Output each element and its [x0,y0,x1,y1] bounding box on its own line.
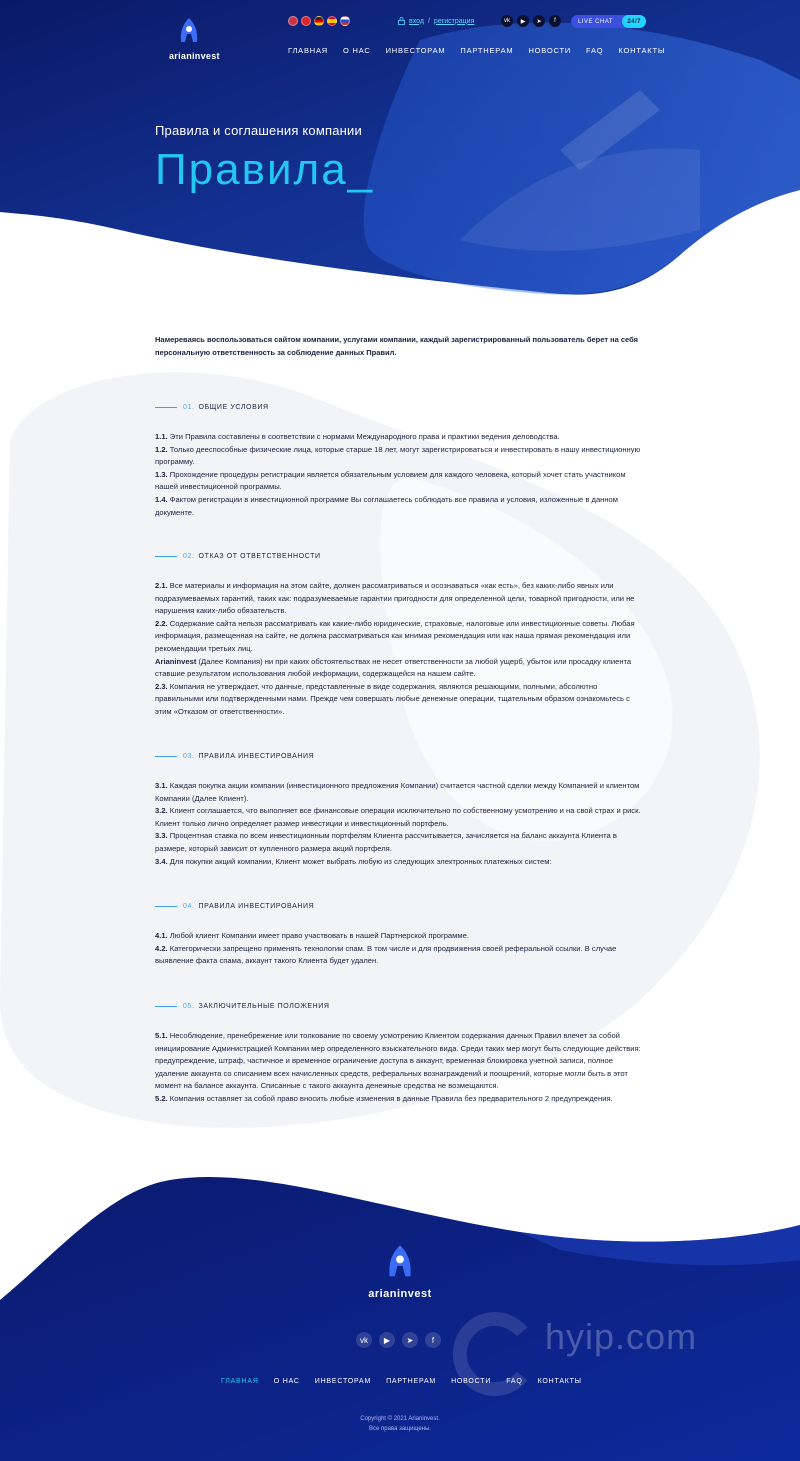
telegram-icon[interactable]: ➤ [533,15,545,27]
section-number: 03. [183,752,195,760]
nav-item-contacts[interactable]: КОНТАКТЫ [618,46,666,55]
clause-text: Клиент соглашается, что выполняет все финансовые операции исключительно по собственному усмотрению и на свой страх и риск. Клиент только лично определяет размер инвестиции и инвестиционный портфель. [155,806,641,828]
flag-de-icon[interactable] [314,16,324,26]
auth-links [398,17,474,25]
section-title: ОБЩИЕ УСЛОВИЯ [198,403,269,411]
copyright [300,1414,500,1434]
section-body [155,580,647,719]
heading-line [155,756,177,757]
nav-item-news[interactable]: НОВОСТИ [528,46,572,55]
section-title: ПРАВИЛА ИНВЕСТИРОВАНИЯ [198,902,315,910]
vk-icon[interactable]: vk [501,15,513,27]
facebook-icon[interactable]: f [549,15,561,27]
clause-label: 4.2. [155,943,168,953]
clause-label: 2.2. [155,618,168,628]
telegram-icon[interactable]: ➤ [402,1332,418,1348]
clause-text: Фактом регистрации в инвестиционной программе Вы соглашаетесь соблюдать все правила и условия, изложенные в данном документе. [155,494,619,517]
section-title: ОТКАЗ ОТ ОТВЕТСТВЕННОСТИ [198,552,321,560]
clause-label: 5.2. [155,1093,168,1103]
hero-background [0,0,800,300]
nav-item-home[interactable]: ГЛАВНАЯ [288,46,329,55]
nav-item-about[interactable]: О НАС [343,46,371,55]
copyright-rights: Все права защищены. [369,1426,431,1432]
footer-nav-faq[interactable]: FAQ [506,1378,523,1385]
hero-subtitle: Правила и соглашения компании [155,123,362,138]
section-body [155,930,647,968]
heading-line [155,1006,177,1007]
clause-label: 3.2. [155,806,168,816]
auth-separator: / [427,17,430,25]
flag-ru-icon[interactable] [340,16,350,26]
clause-label: 4.1. [155,931,168,940]
section-title: ПРАВИЛА ИНВЕСТИРОВАНИЯ [198,752,315,760]
flag-en-icon[interactable] [288,16,298,26]
clause-text: (Далее Компания) ни при каких обстоятельствах не несет ответственности за любой ущерб, убыток или просадку клиента ставшие результатом использования любой информации, содержащейся на нашем сайте. [155,656,632,679]
footer-logo[interactable] [360,1244,440,1300]
section-final-provisions [155,1000,647,1106]
footer-socials [356,1332,441,1348]
footer [0,1170,800,1461]
nav-item-faq[interactable]: FAQ [586,46,604,55]
intro-text: Намереваясь воспользоваться сайтом компании, услугами компании, каждый зарегистрированный пользователь берет на себя персональную ответственность за соблюдение данных Правил. [155,335,639,357]
rocket-logo-icon [387,1244,413,1280]
clause-label: 5.1. [155,1031,168,1040]
clause-label: 1.3. [155,469,168,479]
clause-text: Содержание сайта нельзя рассматривать как какие-либо юридические, страховые, налоговые или инвестиционные советы. Любая информация, размещенная на сайте, не должна рассматриваться как мнимая рекомендация или как наша прямая рекомендация или рекомендации третьих лиц. [155,618,635,653]
section-number: 04. [183,902,195,910]
live-chat-label: LIVE CHAT [578,18,614,25]
lock-icon [398,17,405,25]
clause-text: Процентная ставка по всем инвестиционным портфелям Клиента рассчитывается, зачисляется на баланс аккаунта Клиента в размере, который зависит от купленного размера акций портфеля. [155,831,617,853]
vk-icon[interactable]: vk [356,1332,372,1348]
footer-nav-investors[interactable]: ИНВЕСТОРАМ [314,1378,372,1385]
heading-line [155,906,177,907]
section-heading [155,750,647,762]
section-body [155,1030,647,1106]
page-title: Правила_ [155,145,375,194]
flag-es-icon[interactable] [327,16,337,26]
clause-text: Все материалы и информация на этом сайте, должен рассматриваться и осознаваться «как есть», без каких-либо явных или подразумеваемых гарантий, таких как: подразумеваемые гарантии пригодности для определенной цели, товарной пригодности, или не нарушения каких-либо обязательств. [155,581,635,616]
clause-label: 3.1. [155,781,168,790]
clause-text: Эти Правила составлены в соответствии с нормами Международного права и практики ведения деловодства. [167,432,560,441]
logo[interactable] [169,18,220,61]
section-heading [155,900,647,912]
heading-line [155,556,177,557]
watermark-text: hyip.com [545,1316,698,1357]
live-chat-button[interactable] [571,15,646,28]
footer-logo-text: arianinvest [368,1288,432,1300]
heading-line [155,407,177,408]
section-general [155,401,647,519]
register-link[interactable]: регистрация [433,17,475,25]
header-socials [501,15,561,27]
section-heading [155,401,647,413]
clause-text: Компания оставляет за собой право вносить любые изменения в данные Правила без предварительного 2 предупреждения. [167,1093,613,1103]
section-partner-rules [155,900,647,968]
section-title: ЗАКЛЮЧИТЕЛЬНЫЕ ПОЛОЖЕНИЯ [198,1002,330,1010]
clause-text: Категорически запрещено применять технологии спам. В том числе и для продвижения своей реферальной ссылки. В случае выявление факта спама, аккаунт такого Клиента будет удален. [155,943,617,966]
footer-nav-contacts[interactable]: КОНТАКТЫ [537,1378,582,1385]
copyright-line: Copyright © 2021 Arianinvest. [360,1416,440,1422]
clause-text: Несоблюдение, пренебрежение или толкование по своему усмотрению Клиентом содержания данных Правил влечет за собой инициирование Администрацией Компании мер определенного взыскательного вида. Среди таких мер могут быть следующие действия: предупреждение, штраф, частичное и временное ограничение доступа в аккаунт, временная блокировка учетной записи, полное удаление аккаунта со списанием всех начисленных средств, реферальных вознаграждений и поощрений, которые могли быть в этот момент на балансе аккаунта. Списанные с такого аккаунта денежные средства не возмещаются. [155,1031,641,1091]
clause-text: Компания не утверждает, что данные, представленные в виде содержания, являются решающими, полными, абсолютно правильными или подтвержденными нами. Прежде чем совершать любые денежные операции, тщательным образом ознакомьтесь с этим «Отказом от ответственности». [155,681,630,716]
footer-nav-news[interactable]: НОВОСТИ [451,1378,492,1385]
facebook-icon[interactable]: f [425,1332,441,1348]
login-link[interactable]: вход [409,17,424,25]
hero-section [0,0,800,300]
clause-label: 2.1. [155,581,168,590]
clause-text: Для покупки акций компании, Клиент может выбрать любую из следующих электронных платежных систем: [167,856,552,866]
section-number: 05. [183,1002,195,1010]
clause-label: 3.3. [155,831,168,841]
clause-label: 3.4. [155,856,168,866]
section-investing-rules [155,750,647,868]
nav-item-investors[interactable]: ИНВЕСТОРАМ [385,46,446,55]
clause-label: Arianinvest [155,656,197,666]
flag-cn-icon[interactable] [301,16,311,26]
footer-nav-home[interactable]: ГЛАВНАЯ [221,1378,259,1385]
section-body [155,431,647,519]
section-heading [155,550,647,562]
section-heading [155,1000,647,1012]
clause-label: 1.4. [155,494,168,504]
clause-text: Прохождение процедуры регистрации является обязательным условием для каждого человека, который хочет стать участником нашей инвестиционной программы. [155,469,626,492]
section-number: 02. [183,552,195,560]
logo-text: arianinvest [169,51,220,61]
clause-text: Каждая покупка акции компании (инвестиционного предложения Компании) считается частной сделки между Компанией и клиентом Компании (Далее Клиент). [155,781,640,803]
footer-nav-about[interactable]: О НАС [273,1378,300,1385]
section-number: 01. [183,403,195,411]
footer-nav [221,1378,582,1385]
clause-label: 1.2. [155,444,168,454]
clause-label: 1.1. [155,432,168,441]
clause-text: Только дееспособные физические лица, которые старше 18 лет, могут зарегистрироваться и инвестировать в нашу инвестиционную программу. [155,444,641,467]
rocket-logo-icon [179,18,199,44]
nav-item-partners[interactable]: ПАРТНЕРАМ [460,46,514,55]
live-chat-badge: 24/7 [622,15,646,28]
footer-nav-partners[interactable]: ПАРТНЕРАМ [386,1378,437,1385]
main-nav [288,46,665,55]
language-switcher [288,16,350,26]
clause-text: Любой клиент Компании имеет право участвовать в нашей Партнерской программе. [167,931,469,940]
youtube-icon[interactable]: ▶ [517,15,529,27]
section-body [155,780,647,868]
youtube-icon[interactable]: ▶ [379,1332,395,1348]
clause-label: 2.3. [155,681,168,691]
section-disclaimer [155,550,647,719]
